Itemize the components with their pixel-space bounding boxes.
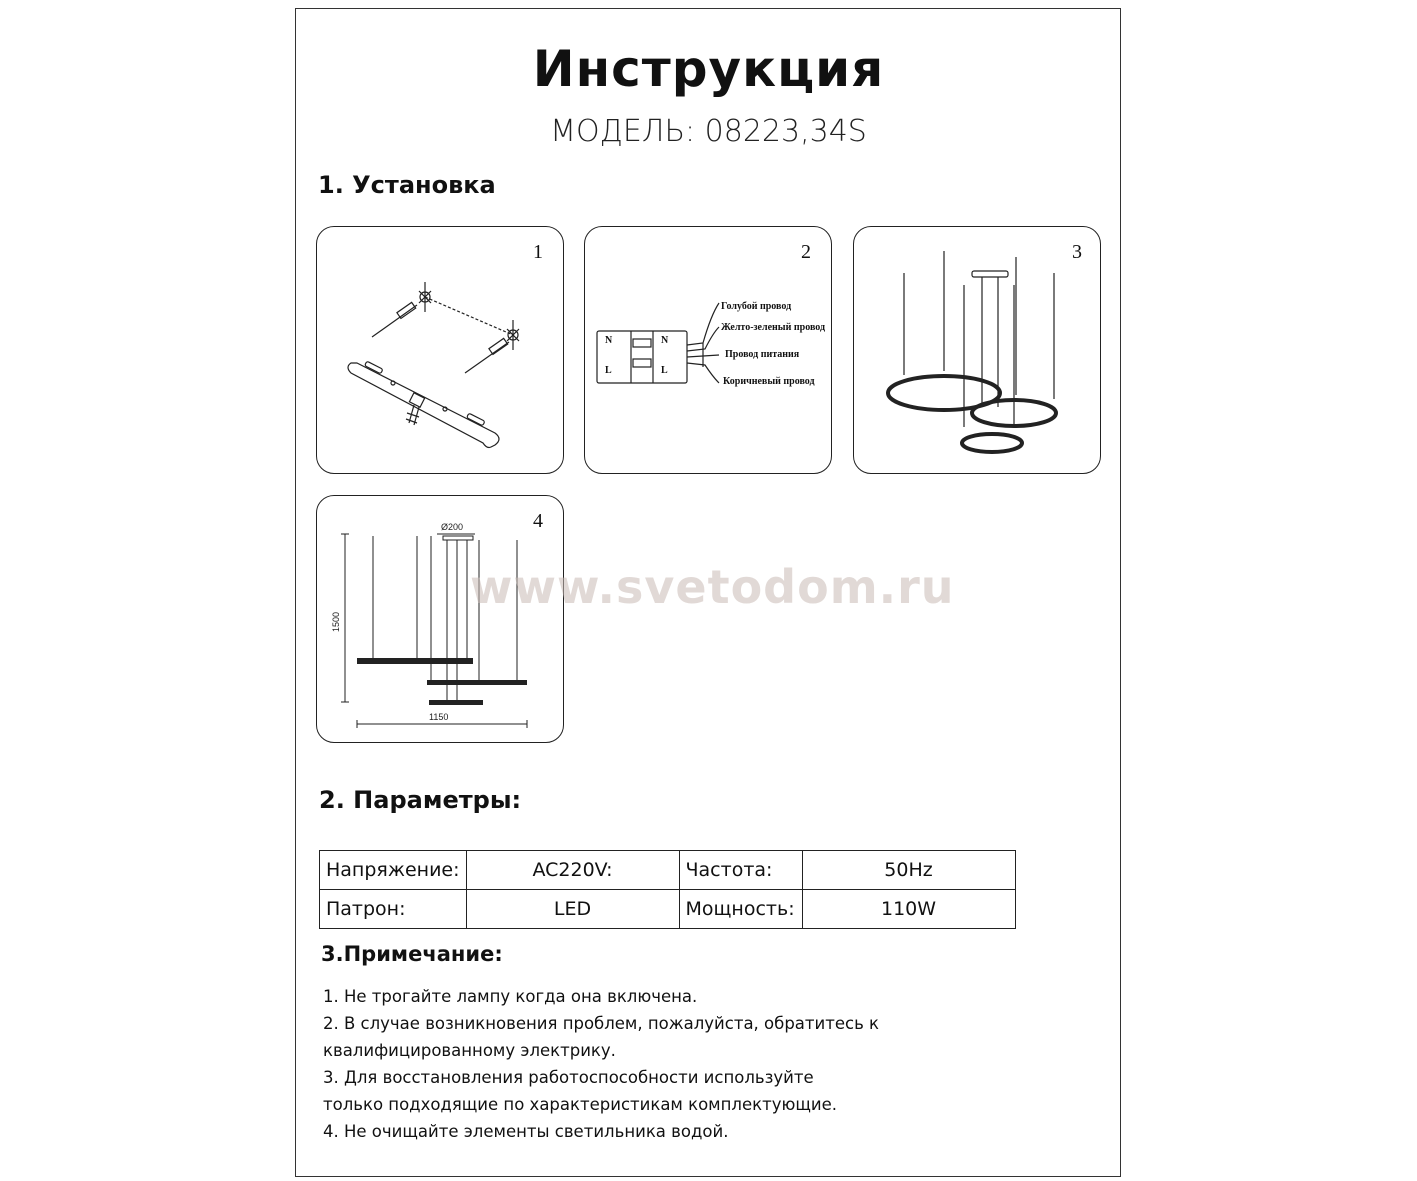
note-line: только подходящие по характеристикам комплектующие.	[323, 1095, 838, 1114]
diameter-dimension: Ø200	[441, 522, 464, 532]
param-label: Напряжение:	[320, 851, 467, 890]
brown-wire-label: Коричневый провод	[723, 376, 815, 387]
blue-wire-label: Голубой провод	[721, 301, 792, 312]
step-number: 3	[1072, 241, 1082, 263]
model-number: МОДЕЛЬ: 08223,34S	[550, 114, 867, 149]
note-line: 2. В случае возникновения проблем, пожалуйста, обратитесь к	[323, 1014, 880, 1033]
page-title: Инструкция	[532, 40, 885, 98]
note-line: 4. Не очищайте элементы светильника водой.	[323, 1122, 729, 1141]
install-step-2-panel	[584, 226, 832, 474]
chandelier-assembly-drawing	[854, 227, 1101, 474]
table-row	[320, 851, 1016, 890]
param-value: LED	[466, 890, 679, 929]
height-dimension: 1500	[331, 611, 341, 632]
notes-list	[323, 983, 879, 1145]
section-parameters-heading: 2. Параметры:	[319, 786, 522, 814]
install-step-1-panel	[316, 226, 564, 474]
terminal-l-left: L	[605, 365, 612, 376]
yellow-green-wire-label: Желто-зеленый провод	[721, 322, 826, 333]
terminal-l-right: L	[661, 365, 668, 376]
power-cable-label: Провод питания	[725, 349, 800, 360]
param-label: Мощность:	[679, 890, 802, 929]
wiring-diagram	[585, 227, 832, 474]
install-step-3-panel	[853, 226, 1101, 474]
terminal-n-left: N	[605, 335, 613, 346]
terminal-n-right: N	[661, 335, 669, 346]
step-number: 1	[533, 241, 543, 263]
step-number: 4	[533, 510, 543, 532]
section-installation-heading: 1. Установка	[318, 171, 496, 199]
param-value: AC220V:	[466, 851, 679, 890]
step-number: 2	[801, 241, 811, 263]
note-line: квалифицированному электрику.	[323, 1041, 616, 1060]
param-label: Патрон:	[320, 890, 467, 929]
note-line: 1. Не трогайте лампу когда она включена.	[323, 987, 698, 1006]
param-value: 110W	[802, 890, 1015, 929]
width-dimension: 1150	[429, 712, 449, 722]
param-label: Частота:	[679, 851, 802, 890]
parameters-table	[319, 850, 1016, 929]
note-line: 3. Для восстановления работоспособности используйте	[323, 1068, 814, 1087]
install-step-4-panel	[316, 495, 564, 743]
watermark: www.svetodom.ru	[470, 560, 955, 614]
param-value: 50Hz	[802, 851, 1015, 890]
table-row	[320, 890, 1016, 929]
ceiling-mount-drawing	[317, 227, 564, 474]
dimensions-drawing	[317, 496, 564, 743]
section-notes-heading: 3.Примечание:	[321, 942, 503, 966]
